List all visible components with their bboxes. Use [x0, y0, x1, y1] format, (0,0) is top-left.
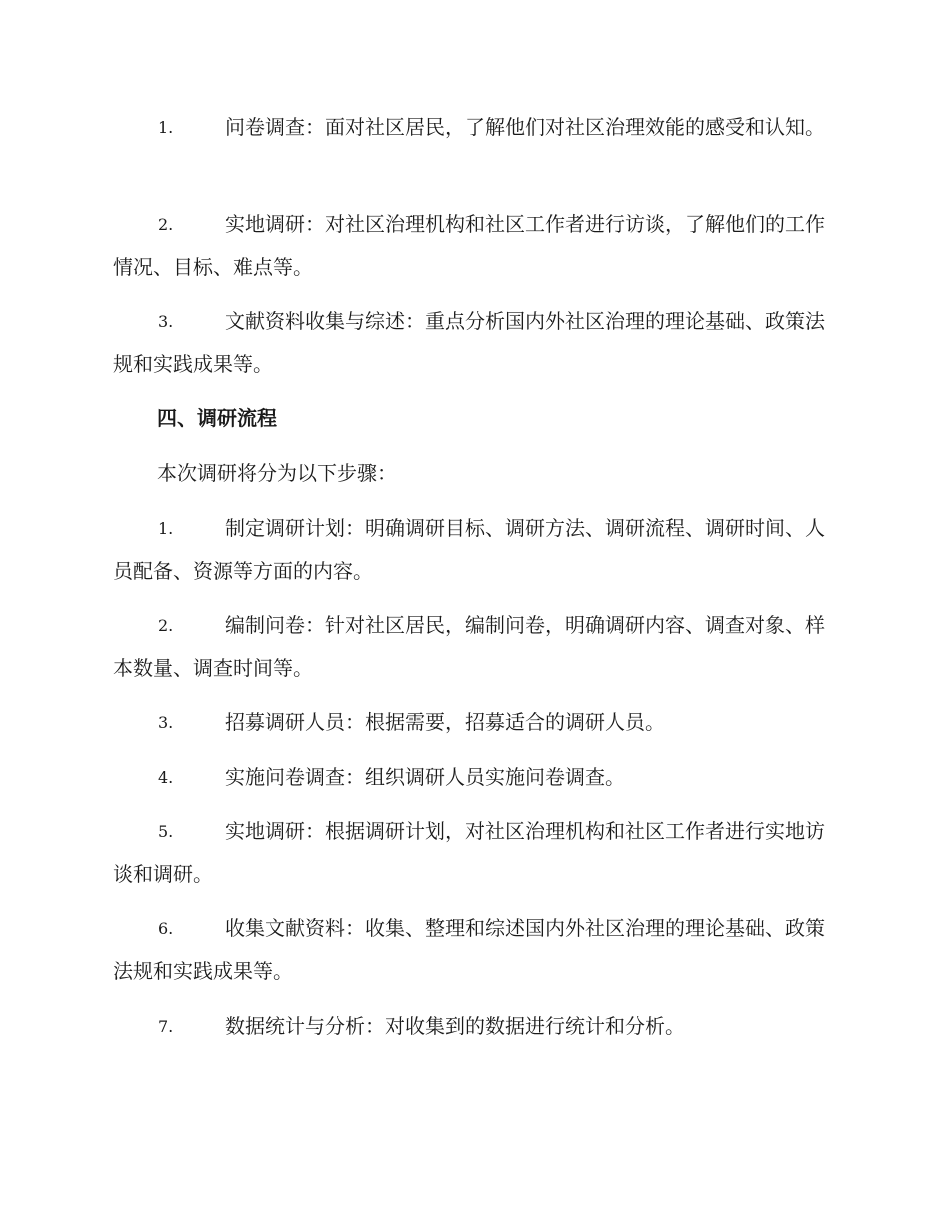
list-number: 7. — [158, 1017, 174, 1036]
list-text: 编制问卷：针对社区居民，编制问卷，明确调研内容、调查对象、样本数量、调查时间等。 — [113, 613, 825, 680]
list-number: 2. — [158, 215, 174, 234]
list-number: 3. — [158, 713, 174, 732]
list-item — [113, 701, 835, 744]
list-text: 实地调研：根据调研计划，对社区治理机构和社区工作者进行实地访谈和调研。 — [113, 819, 825, 886]
intro-paragraph: 本次调研将分为以下步骤： — [157, 461, 397, 485]
section-heading: 四、调研流程 — [157, 406, 277, 430]
list-number: 1. — [158, 519, 174, 538]
list-text: 收集文献资料：收集、整理和综述国内外社区治理的理论基础、政策法规和实践成果等。 — [113, 916, 825, 983]
list-item — [113, 203, 835, 289]
list-item — [113, 604, 835, 690]
list-item — [113, 756, 835, 799]
list-number: 3. — [158, 312, 174, 331]
list-item — [113, 106, 835, 149]
list-text: 文献资料收集与综述：重点分析国内外社区治理的理论基础、政策法规和实践成果等。 — [113, 309, 825, 376]
list-number: 1. — [158, 118, 174, 137]
list-text: 实施问卷调查：组织调研人员实施问卷调查。 — [225, 765, 625, 789]
list-text: 制定调研计划：明确调研目标、调研方法、调研流程、调研时间、人员配备、资源等方面的内容。 — [113, 516, 825, 583]
list-number: 4. — [158, 768, 174, 787]
list-text: 问卷调查：面对社区居民，了解他们对社区治理效能的感受和认知。 — [225, 115, 825, 139]
list-item — [113, 300, 835, 386]
list-number: 5. — [158, 822, 174, 841]
list-number: 6. — [158, 919, 174, 938]
list-item — [113, 810, 835, 896]
list-item — [113, 507, 835, 593]
list-text: 实地调研：对社区治理机构和社区工作者进行访谈，了解他们的工作情况、目标、难点等。 — [113, 212, 825, 279]
list-item — [113, 1005, 835, 1048]
list-text: 招募调研人员：根据需要，招募适合的调研人员。 — [225, 710, 665, 734]
list-text: 数据统计与分析：对收集到的数据进行统计和分析。 — [225, 1014, 685, 1038]
list-item — [113, 907, 835, 993]
list-number: 2. — [158, 616, 174, 635]
